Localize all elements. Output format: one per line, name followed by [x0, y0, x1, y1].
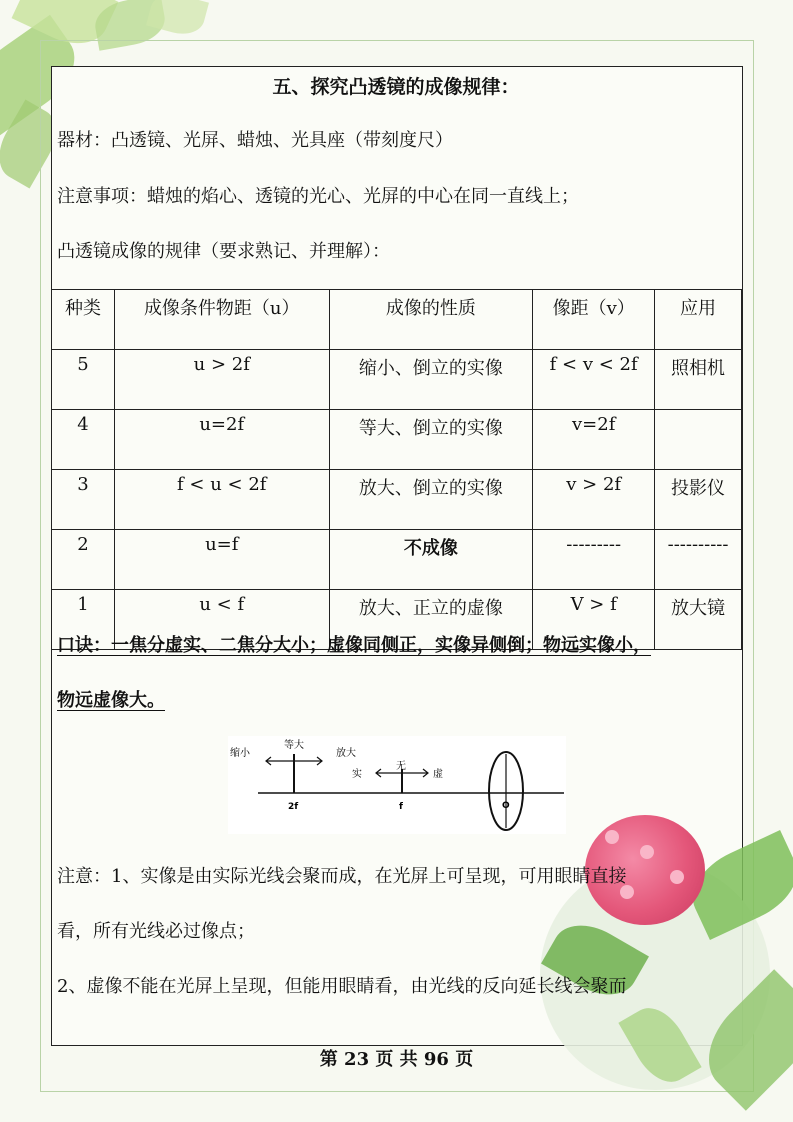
label-enlarge: 放大: [336, 748, 356, 759]
table-cell: 放大、正立的虚像: [329, 590, 533, 650]
label-virtual: 虚: [433, 769, 443, 780]
table-cell: u=2f: [114, 410, 329, 470]
header-cell: 种类: [52, 290, 115, 350]
label-equal: 等大: [284, 740, 304, 751]
table-row: [52, 470, 742, 530]
table-cell: 放大镜: [655, 590, 742, 650]
lens-axis-diagram: [228, 736, 566, 834]
page-footer: 第 23 页 共 96 页: [319, 1049, 474, 1070]
table-cell: u > 2f: [114, 350, 329, 410]
label-none: 无: [396, 761, 406, 772]
table-cell: 缩小、倒立的实像: [329, 350, 533, 410]
table-cell: V > f: [533, 590, 655, 650]
table-cell: ---------: [533, 530, 655, 590]
table-row: [52, 530, 742, 590]
section-title: 五、探究凸透镜的成像规律：: [272, 76, 520, 98]
table-cell: 不成像: [329, 530, 533, 590]
imaging-rules-table: [51, 289, 742, 650]
table-cell: 投影仪: [655, 470, 742, 530]
table-cell: 等大、倒立的实像: [329, 410, 533, 470]
header-cell: 应用: [655, 290, 742, 350]
table-cell: u < f: [114, 590, 329, 650]
table-cell: 2: [52, 530, 115, 590]
table-cell: 4: [52, 410, 115, 470]
table-cell: v > 2f: [533, 470, 655, 530]
table-row: [52, 410, 742, 470]
table-cell: v=2f: [533, 410, 655, 470]
note-line-1: 注意：1、实像是由实际光线会聚而成，在光屏上可呈现，可用眼睛直接: [57, 866, 627, 887]
table-cell: [655, 410, 742, 470]
table-cell: u=f: [114, 530, 329, 590]
table-cell: 照相机: [655, 350, 742, 410]
table-header-row: [52, 290, 742, 350]
equipment-line: 器材：凸透镜、光屏、蜡烛、光具座（带刻度尺）: [57, 130, 453, 151]
table-cell: ----------: [655, 530, 742, 590]
label-shrink: 缩小: [230, 748, 250, 759]
table-cell: 1: [52, 590, 115, 650]
mnemonic-line-2: 物远虚像大。: [57, 690, 165, 711]
table-cell: 3: [52, 470, 115, 530]
note-line-2: 看，所有光线必过像点；: [57, 921, 255, 942]
table-cell: f < u < 2f: [114, 470, 329, 530]
table-cell: 5: [52, 350, 115, 410]
header-cell: 像距（v）: [533, 290, 655, 350]
rule-intro-line: 凸透镜成像的规律（要求熟记、并理解）：: [57, 241, 390, 262]
tick-2f: 2f: [288, 802, 299, 812]
notice-line: 注意事项：蜡烛的焰心、透镜的光心、光屏的中心在同一直线上；: [57, 186, 579, 207]
table-row: [52, 350, 742, 410]
mnemonic-line-1: 口诀：一焦分虚实、二焦分大小；虚像同侧正，实像异侧倒；物远实像小，: [57, 635, 651, 656]
header-cell: 成像的性质: [329, 290, 533, 350]
label-real: 实: [352, 769, 362, 780]
table-cell: f < v < 2f: [533, 350, 655, 410]
tick-o: O: [502, 801, 510, 811]
tick-f: f: [399, 802, 403, 812]
table-cell: 放大、倒立的实像: [329, 470, 533, 530]
note-line-3: 2、虚像不能在光屏上呈现，但能用眼睛看，由光线的反向延长线会聚而: [57, 976, 627, 997]
header-cell: 成像条件物距（u）: [114, 290, 329, 350]
